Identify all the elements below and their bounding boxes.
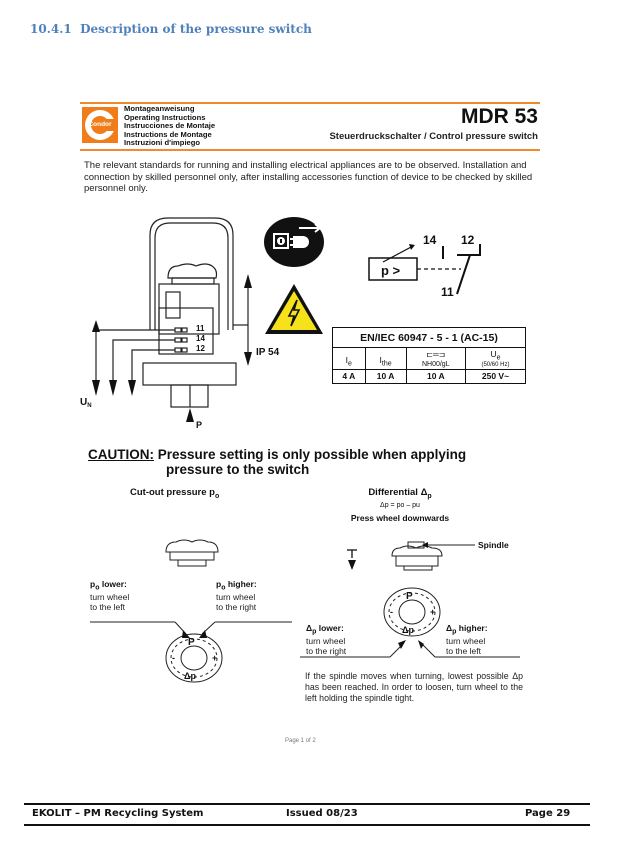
wire-arrow — [92, 320, 100, 332]
dial-plus: + — [430, 607, 436, 617]
product-subtitle: Steuerdruckschalter / Control pressure switch — [329, 131, 538, 142]
differential-heading: Differential $\Delta_p$ — [368, 487, 432, 500]
spec-value-ue: 250 V~ — [465, 369, 525, 383]
section-number: 10.4.1 — [30, 22, 72, 36]
contact-12: 12 — [461, 233, 475, 247]
spec-table — [332, 327, 526, 384]
dial-dp-label: Δp — [402, 625, 414, 635]
supply-sub: N — [87, 403, 92, 409]
contact-schematic — [365, 228, 495, 298]
section-heading — [30, 22, 312, 36]
caution-notice — [88, 447, 466, 477]
terminal-12: 12 — [196, 344, 205, 353]
language-item: Operating Instructions — [124, 112, 206, 122]
footer-issue-date: Issued 08/23 — [286, 808, 358, 819]
switch-cover — [150, 218, 233, 330]
dp-lower-label: $\Delta_p$ lower: turn wheel to the right — [306, 623, 347, 656]
ip-rating: IP 54 — [256, 347, 280, 358]
section-title: Description of the pressure switch — [80, 22, 312, 36]
sheet-page-indicator: Page 1 of 2 — [285, 738, 316, 744]
language-item: Instrucciones de Montaje — [124, 121, 216, 131]
language-item: Instruzioni d'impiego — [124, 138, 201, 148]
spec-value-ithe: 10 A — [365, 369, 406, 383]
language-list — [124, 105, 215, 148]
spec-header-ue: $U_e$ (50/60 Hz) — [465, 348, 525, 370]
footer-bottom-rule — [24, 824, 590, 826]
po-higher-label: $p_o$ higher: turn wheel to the right — [216, 579, 257, 612]
press-wheel-instruction: Press wheel downwards — [350, 513, 450, 523]
language-item: Instructions de Montage — [124, 129, 212, 139]
supply-main: U — [80, 397, 88, 408]
spec-value-fuse: 10 A — [406, 369, 465, 383]
footer-document-title: EKOLIT – PM Recycling System — [32, 808, 204, 819]
caution-line1: Pressure setting is only possible when applying — [157, 447, 467, 462]
dial-minus: - — [172, 653, 175, 663]
sensor-label: p > — [381, 263, 401, 278]
contact-14: 14 — [423, 233, 437, 247]
spindle-label: Spindle — [478, 540, 509, 550]
cutout-wheel-diagram — [80, 530, 310, 710]
terminal-11: 11 — [196, 324, 205, 333]
spindle-note: If the spindle moves when turning, lowest possible Δp has been reached. In order to loosen, turn wheel to the left holding the spindle tight. — [305, 671, 523, 704]
dial-dp-label: Δp — [184, 671, 196, 681]
electric-hazard-warning-icon — [263, 282, 325, 336]
po-lower-label: $p_o$ lower: turn wheel to the left — [90, 579, 130, 612]
adjustment-wheel — [168, 264, 217, 278]
spec-value-ie: 4 A — [333, 369, 366, 383]
spec-header-ithe: $I_{the}$ — [365, 348, 406, 370]
supply-label — [80, 397, 92, 409]
footer-top-rule — [24, 803, 590, 805]
dp-higher-label: $\Delta_p$ higher: turn wheel to the left — [446, 623, 488, 656]
dial-p-label: P — [406, 591, 413, 602]
terminal-14: 14 — [196, 334, 205, 343]
cutout-heading: Cut-out pressure $p_o$ — [130, 487, 220, 500]
differential-formula: Δp = po – pu — [380, 502, 420, 509]
condor-logo — [82, 107, 118, 143]
contact-11: 11 — [441, 285, 454, 299]
dial-minus: - — [390, 607, 393, 617]
dial-plus: + — [212, 653, 218, 663]
caution-label: CAUTION: — [88, 447, 154, 462]
model-name: MDR 53 — [460, 105, 538, 128]
unplug-before-servicing-icon — [263, 216, 325, 268]
footer-page-number: Page 29 — [525, 808, 571, 819]
header-bottom-rule — [80, 149, 540, 151]
language-item: Montageanweisung — [124, 104, 195, 113]
logo-text: Condor — [88, 121, 112, 128]
intro-text: The relevant standards for running and installing electrical appliances are to be observed. Installation and connection by skilled personnel only, after installing accessories function of device to be checked by skilled personnel only. — [84, 160, 533, 194]
spec-header-fuse: ⊏═⊐ NH00/gL — [406, 348, 465, 370]
caution-line2: pressure to the switch — [166, 462, 310, 477]
switch-base — [143, 363, 236, 385]
pressure-inlet-label: P — [196, 420, 203, 430]
spec-header-ie: $I_e$ — [333, 348, 366, 370]
dial-p-label: P — [188, 637, 195, 648]
spec-standard: EN/IEC 60947 - 5 - 1 (AC-15) — [333, 328, 526, 348]
